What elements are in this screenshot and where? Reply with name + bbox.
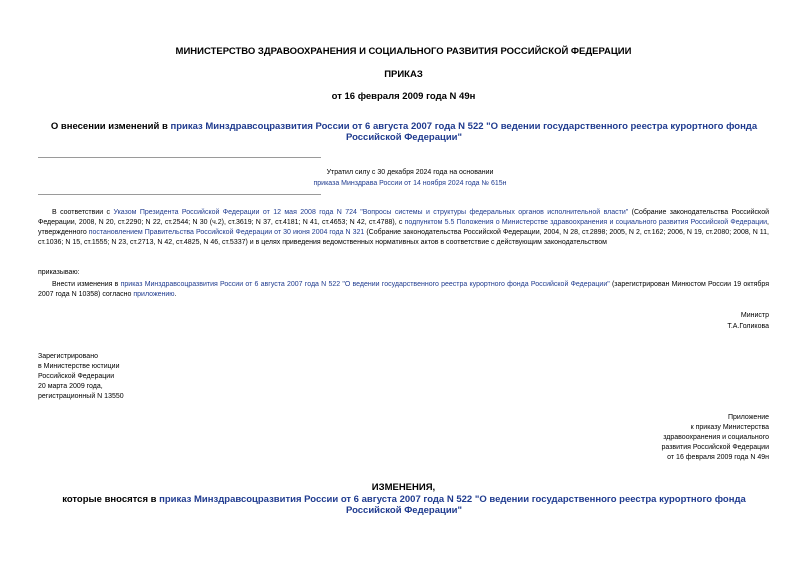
changes-order-link[interactable]: приказ Минздравсоцразвития России от 6 августа 2007 года N 522 "О ведении государственного реестра курортного фонда Российской Федерации" xyxy=(159,494,746,516)
ministry-title: МИНИСТЕРСТВО ЗДРАВООХРАНЕНИЯ И СОЦИАЛЬНОГО РАЗВИТИЯ РОССИЙСКОЙ ФЕДЕРАЦИИ xyxy=(175,46,632,57)
order-paragraph: Внести изменения в приказ Минздравсоцразвития России от 6 августа 2007 года N 522 "О ведении государственного реестра курортного фонда Российской Федерации" (зарегистрирован Минюстом России 19 октября 2007 года N 10358) согласно приложению. xyxy=(38,281,769,298)
appendix-link[interactable]: приложению xyxy=(133,291,175,298)
status-rule-bottom xyxy=(38,194,321,195)
order-label: приказываю: xyxy=(38,269,80,276)
changes-subtitle: которые вносятся в приказ Минздравсоцразвития России от 6 августа 2007 года N 522 "О ведении государственного реестра курортного фонда Российской Федерации" xyxy=(62,494,746,516)
appendix-block: Приложение к приказу Министерства здравоохранения и социального развития Российской Федерации от 16 февраля 2009 года N 49н xyxy=(661,414,769,461)
title-order-link[interactable]: приказ Минздравсоцразвития России от 6 августа 2007 года N 522 "О ведении государственного реестра курортного фонда Российской Федерации" xyxy=(170,121,758,143)
document-date: от 16 февраля 2009 года N 49н xyxy=(331,91,476,102)
changes-heading: ИЗМЕНЕНИЯ, xyxy=(371,482,436,493)
document-title xyxy=(30,121,778,143)
regulation-5-5-link[interactable]: подпунктом 5.5 Положения о Министерстве здравоохранения и социального развития Российской Федерации xyxy=(404,219,768,226)
signature-position: Министр xyxy=(740,312,769,319)
document-type: ПРИКАЗ xyxy=(384,69,423,80)
status-rule-top xyxy=(38,157,321,158)
resolution-321-link[interactable]: постановлением Правительства Российской Федерации от 30 июня 2004 года N 321 xyxy=(88,229,365,236)
status-link-line xyxy=(160,179,660,189)
status-repeal-link[interactable]: приказа Минздрава России от 14 ноября 2024 года № 615н xyxy=(313,180,507,187)
status-line: Утратил силу с 30 декабря 2024 года на основании xyxy=(326,169,494,176)
decree-724-link[interactable]: Указом Президента Российской Федерации от 12 мая 2008 года N 724 "Вопросы системы и структуры федеральных органов исполнительной власти" xyxy=(113,209,629,216)
title-prefix: О внесении изменений в xyxy=(50,121,171,132)
signature-name: Т.А.Голикова xyxy=(727,323,769,330)
order-522-link[interactable]: приказ Минздравсоцразвития России от 6 августа 2007 года N 522 "О ведении государственного реестра курортного фонда Российской Федерации" xyxy=(120,281,610,288)
preamble-paragraph: В соответствии с Указом Президента Российской Федерации от 12 мая 2008 года N 724 "Вопросы системы и структуры федеральных органов исполнительной власти" (Собрание законодательства Российской Федерации, 2008, N 20, ст.2290; N 22, ст.2544; N 30 (ч.2), ст.3619; N 37, ст.4181; N 41, ст.4653; N 42, ст.4788), с подпунктом 5.5 Положения о Министерстве здравоохранения и социального развития Российской Федерации, утвержденного постановлением Правительства Российской Федерации от 30 июня 2004 года N 321 (Собрание законодательства Российской Федерации, 2004, N 28, ст.2898; 2005, N 2, ст.162; 2006, N 19, ст.2080; 2008, N 11, ст.1036; N 15, ст.1555; N 23, ст.2713, N 42, ст.4825, N 46, ст.5337) и в целях приведения ведомственных нормативных актов в соответствие с действующим законодательством xyxy=(38,209,770,246)
registration-block: Зарегистрировано в Министерстве юстиции Российской Федерации 20 марта 2009 года, регистрационный N 13550 xyxy=(38,353,124,400)
